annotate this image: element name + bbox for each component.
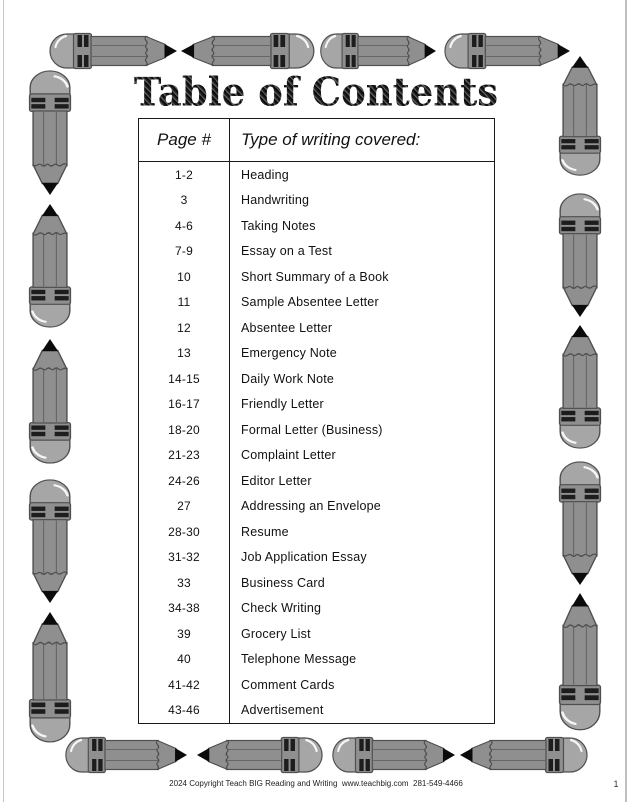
table-row	[139, 468, 494, 494]
table-row	[139, 341, 494, 367]
writing-type-header: Type of writing covered:	[241, 130, 421, 149]
table-row	[139, 698, 494, 724]
writing-type-cell: Editor Letter	[241, 473, 312, 488]
writing-type-cell: Absentee Letter	[241, 320, 333, 335]
page-number-cell: 43-46	[139, 698, 230, 724]
pencil-icon	[30, 480, 71, 603]
pencil-icon	[560, 593, 601, 730]
page-number-cell: 12	[139, 315, 230, 341]
writing-type-cell: Job Application Essay	[241, 550, 367, 565]
pencil-icon	[560, 325, 601, 448]
writing-type-cell: Advertisement	[241, 703, 324, 718]
pencil-icon	[50, 34, 177, 69]
page-number-cell: 28-30	[139, 519, 230, 545]
page-number-cell: 4-6	[139, 213, 230, 239]
writing-type-cell: Telephone Message	[241, 652, 357, 667]
copyright-footer: 2024 Copyright Teach BIG Reading and Writing www.teachbig.com 281-549-4466	[169, 779, 463, 788]
pencil-icon	[560, 56, 601, 175]
page-number-header: Page #	[139, 119, 230, 161]
table-row	[139, 672, 494, 698]
page-number-cell: 21-23	[139, 443, 230, 469]
table-row	[139, 443, 494, 469]
writing-type-cell: Emergency Note	[241, 346, 337, 361]
page-number-cell: 33	[139, 570, 230, 596]
table-row	[139, 494, 494, 520]
page-number-cell: 24-26	[139, 468, 230, 494]
pencil-icon	[197, 738, 322, 773]
table-row	[139, 290, 494, 316]
writing-type-cell: Formal Letter (Business)	[241, 422, 383, 437]
table-of-contents	[138, 118, 495, 724]
page-number-cell: 11	[139, 290, 230, 316]
pencil-icon	[30, 339, 71, 463]
page-number-cell: 1-2	[139, 162, 230, 188]
pencil-icon	[460, 738, 587, 773]
page-number: 1	[613, 779, 619, 789]
page-number-cell: 7-9	[139, 239, 230, 265]
writing-type-cell: Friendly Letter	[241, 397, 324, 412]
table-row	[139, 315, 494, 341]
page-number-cell: 34-38	[139, 596, 230, 622]
page-number-cell: 31-32	[139, 545, 230, 571]
writing-type-cell: Comment Cards	[241, 677, 335, 692]
writing-type-cell: Short Summary of a Book	[241, 269, 389, 284]
table-row	[139, 162, 494, 188]
table-row	[139, 417, 494, 443]
table-row	[139, 264, 494, 290]
writing-type-cell: Resume	[241, 524, 289, 539]
writing-type-cell: Heading	[241, 167, 289, 182]
table-row	[139, 647, 494, 673]
table-row	[139, 188, 494, 214]
writing-type-cell: Business Card	[241, 575, 325, 590]
pencil-icon	[30, 204, 71, 327]
page-left-edge	[3, 0, 4, 802]
table-row	[139, 239, 494, 265]
page-number-cell: 41-42	[139, 672, 230, 698]
writing-type-cell: Grocery List	[241, 626, 311, 641]
pencil-icon	[445, 34, 570, 69]
table-row	[139, 213, 494, 239]
writing-type-cell: Daily Work Note	[241, 371, 335, 386]
table-row	[139, 545, 494, 571]
pencil-icon	[66, 738, 187, 773]
pencil-icon	[560, 462, 601, 585]
table-header-row	[139, 119, 494, 162]
writing-type-cell: Essay on a Test	[241, 244, 333, 259]
page-number-cell: 3	[139, 188, 230, 214]
pencil-icon	[321, 34, 436, 69]
writing-type-cell: Addressing an Envelope	[241, 499, 381, 514]
table-row	[139, 596, 494, 622]
writing-type-cell: Taking Notes	[241, 218, 316, 233]
table-row	[139, 366, 494, 392]
toc-rows	[139, 162, 494, 723]
pencil-icon	[181, 34, 314, 69]
writing-type-cell: Handwriting	[241, 193, 310, 208]
page-number-cell: 18-20	[139, 417, 230, 443]
page-right-edge	[625, 0, 627, 802]
page-number-cell: 10	[139, 264, 230, 290]
page-number-cell: 27	[139, 494, 230, 520]
table-row	[139, 621, 494, 647]
page-number-cell: 40	[139, 647, 230, 673]
page-number-cell: 39	[139, 621, 230, 647]
table-row	[139, 392, 494, 418]
pencil-icon	[30, 71, 71, 195]
table-row	[139, 519, 494, 545]
page-number-cell: 16-17	[139, 392, 230, 418]
writing-type-cell: Check Writing	[241, 601, 322, 616]
pencil-icon	[333, 738, 455, 773]
writing-type-cell: Sample Absentee Letter	[241, 295, 379, 310]
pencil-icon	[30, 612, 71, 742]
writing-type-cell: Complaint Letter	[241, 448, 336, 463]
page-number-cell: 13	[139, 341, 230, 367]
page-title: Table of Contents	[80, 71, 552, 115]
pencil-icon	[560, 194, 601, 317]
table-row	[139, 570, 494, 596]
page-number-cell: 14-15	[139, 366, 230, 392]
